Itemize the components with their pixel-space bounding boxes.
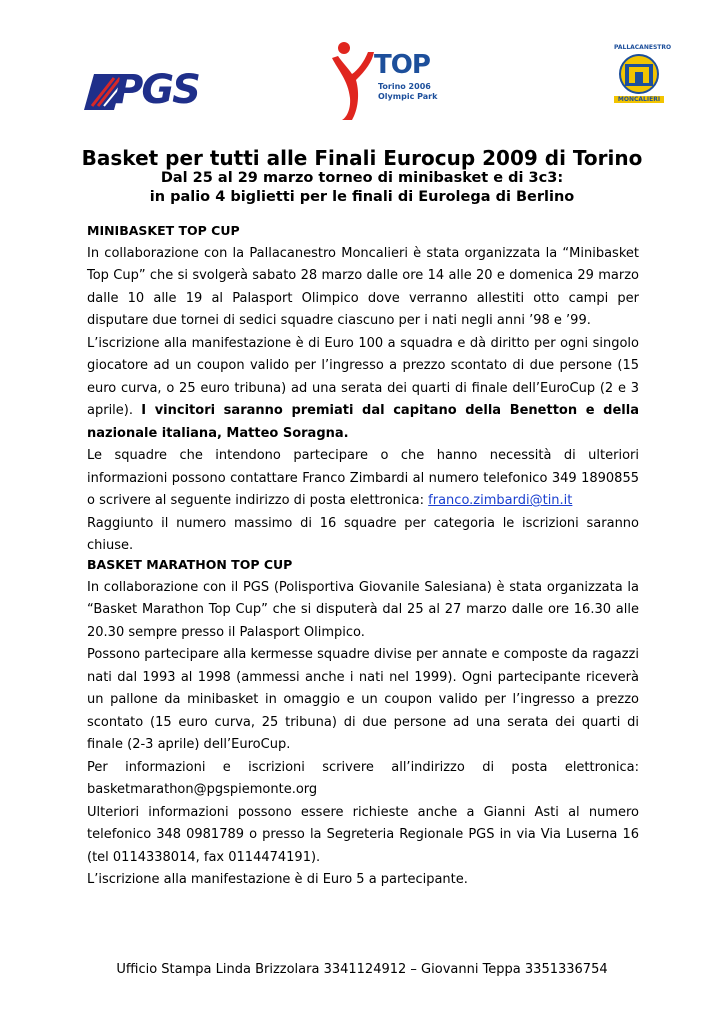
page-title: Basket per tutti alle Finali Eurocup 2009 di Torino <box>81 146 643 170</box>
pgs-logo <box>84 67 204 114</box>
header-logos <box>0 40 724 120</box>
paragraph: Raggiunto il numero massimo di 16 squadre per categoria le iscrizioni saranno chiuse. <box>87 515 639 553</box>
section-heading: MINIBASKET TOP CUP <box>87 223 240 238</box>
footer-contacts: Ufficio Stampa Linda Brizzolara 3341124912 – Giovanni Teppa 3351336754 <box>116 962 608 977</box>
top-olympic-park-logo <box>328 40 438 122</box>
paragraph: In collaborazione con il PGS (Polisportiva Giovanile Salesiana) è stata organizzata la “Basket Marathon Top Cup” che si disputerà dal 25 al 27 marzo dalle ore 16.30 alle 20.30 sempre presso il Palasport Olimpico. <box>87 579 639 640</box>
paragraph: Per informazioni e iscrizioni scrivere all’indirizzo di posta elettronica: basketmarathon@pgspiemonte.org <box>87 759 639 797</box>
pgs-logo-text: PGS <box>114 67 199 113</box>
paragraph: Ulteriori informazioni possono essere richieste anche a Gianni Asti al numero telefonico 348 0981789 o presso la Segreteria Regionale PGS in via Via Luserna 16 (tel 0114338014, fax 0114474191). <box>87 804 639 865</box>
paragraph: In collaborazione con la Pallacanestro Moncalieri è stata organizzata la “Minibasket Top Cup” che si svolgerà sabato 28 marzo dalle ore 14 alle 20 e domenica 29 marzo dalle 10 alle 19 al Palasport Olimpico dove verranno allestiti otto campi per disputare due tornei di sedici squadre ciascuno per i nati negli anni ’98 e ’99. <box>87 245 639 328</box>
email-link[interactable]: franco.zimbardi@tin.it <box>428 493 573 508</box>
moncalieri-logo-bottom-text: MONCALIERI <box>614 96 664 103</box>
top-logo-subtitle: Torino 2006 Olympic Park <box>378 82 438 101</box>
section-basket-marathon <box>87 554 639 892</box>
paragraph <box>87 333 639 446</box>
top-logo-title: TOP <box>374 50 430 80</box>
paragraph-text: L’iscrizione alla manifestazione è di Euro 100 a squadra e dà diritto per ogni singolo giocatore ad un coupon valido per l’ingresso a prezzo scontato di due persone (15 euro curva, o 25 euro tribuna) ad una serata dei quarti di finale dell’EuroCup (2 e 3 aprile). <box>87 335 639 418</box>
paragraph: L’iscrizione alla manifestazione è di Euro 5 a partecipante. <box>87 872 468 887</box>
moncalieri-logo <box>614 44 672 106</box>
top-figure-icon <box>328 40 378 122</box>
section-heading: BASKET MARATHON TOP CUP <box>87 557 293 572</box>
paragraph: Possono partecipare alla kermesse squadre divise per annate e composte da ragazzi nati dal 1993 al 1998 (ammessi anche i nati nel 1999). Ogni partecipante riceverà un pallone da minibasket in omaggio e un coupon valido per l’ingresso a prezzo scontato (15 euro curva, 25 tribuna) di due persone ad una serata dei quarti di finale (2-3 aprile) dell’EuroCup. <box>87 647 639 752</box>
paragraph-bold-text: I vincitori saranno premiati dal capitano della Benetton e della nazionale italiana, Matteo Soragna. <box>87 403 639 441</box>
moncalieri-logo-top-text: PALLACANESTRO <box>614 44 672 51</box>
moncalieri-crest-icon <box>614 52 664 96</box>
paragraph-text: Le squadre che intendono partecipare o che hanno necessità di ulteriori informazioni possono contattare Franco Zimbardi al numero telefonico 349 1890855 o scrivere al seguente indirizzo di posta elettronica: <box>87 448 639 508</box>
section-minibasket <box>87 220 639 558</box>
page-subtitle-line-2: in palio 4 biglietti per le finali di Eurolega di Berlino <box>149 189 575 205</box>
paragraph <box>87 445 639 513</box>
page-subtitle-line-1: Dal 25 al 29 marzo torneo di minibasket e di 3c3: <box>160 170 564 186</box>
